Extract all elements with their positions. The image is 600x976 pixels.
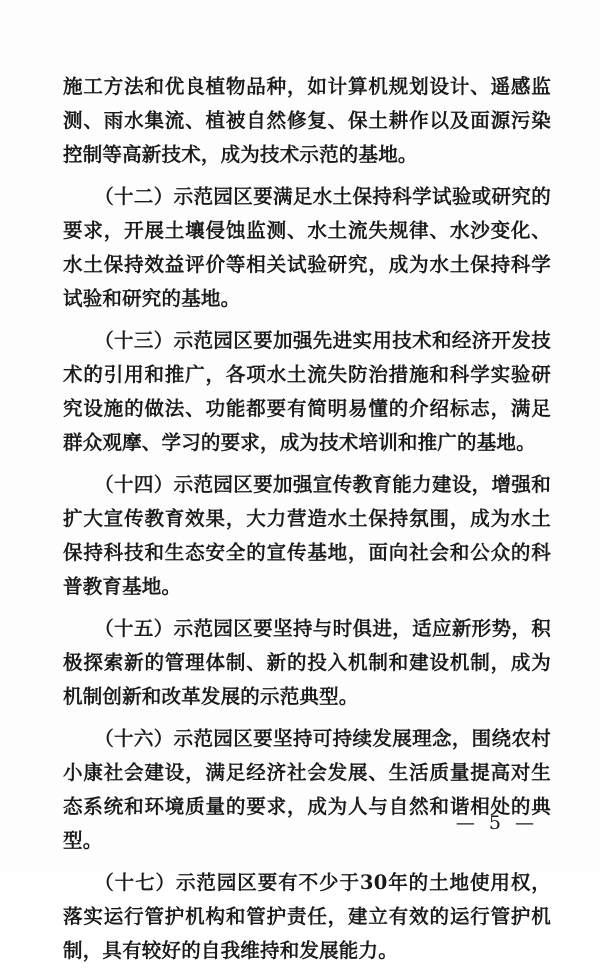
document-body <box>63 70 551 976</box>
paragraph-item-17: （十七）示范园区要有不少于30年的土地使用权，落实运行管护机构和管护责任，建立有效的运行管护机制，具有较好的自我维持和发展能力。 <box>63 871 551 962</box>
paragraph-item-15: （十五）示范园区要坚持与时俱进，适应新形势，积极探索新的管理体制、新的投入机制和建设机制，成为机制创新和改革发展的示范典型。 <box>63 617 551 708</box>
paragraph-item-14: （十四）示范园区要加强宣传教育能力建设，增强和扩大宣传教育效果，大力营造水土保持氛围，成为水土保持科技和生态安全的宣传基地，面向社会和公众的科普教育基地。 <box>63 473 551 598</box>
paragraph-continuation: 施工方法和优良植物品种，如计算机规划设计、遥感监测、雨水集流、植被自然修复、保土耕作以及面源污染控制等高新技术，成为技术示范的基地。 <box>63 75 551 166</box>
page-number: — 5 — <box>455 812 538 834</box>
paragraph-item-16: （十六）示范园区要坚持可持续发展理念，围绕农村小康社会建设，满足经济社会发展、生活质量提高对生态系统和环境质量的要求，成为人与自然和谐相处的典型。 <box>63 727 551 852</box>
paragraph-item-12: （十二）示范园区要满足水土保持科学试验或研究的要求，开展土壤侵蚀监测、水土流失规律、水沙变化、水土保持效益评价等相关试验研究，成为水土保持科学试验和研究的基地。 <box>63 185 551 310</box>
paragraph-item-13: （十三）示范园区要加强先进实用技术和经济开发技术的引用和推广，各项水土流失防治措施和科学实验研究设施的做法、功能都要有简明易懂的介绍标志，满足群众观摩、学习的要求，成为技术培训和推广的基地。 <box>63 329 551 454</box>
